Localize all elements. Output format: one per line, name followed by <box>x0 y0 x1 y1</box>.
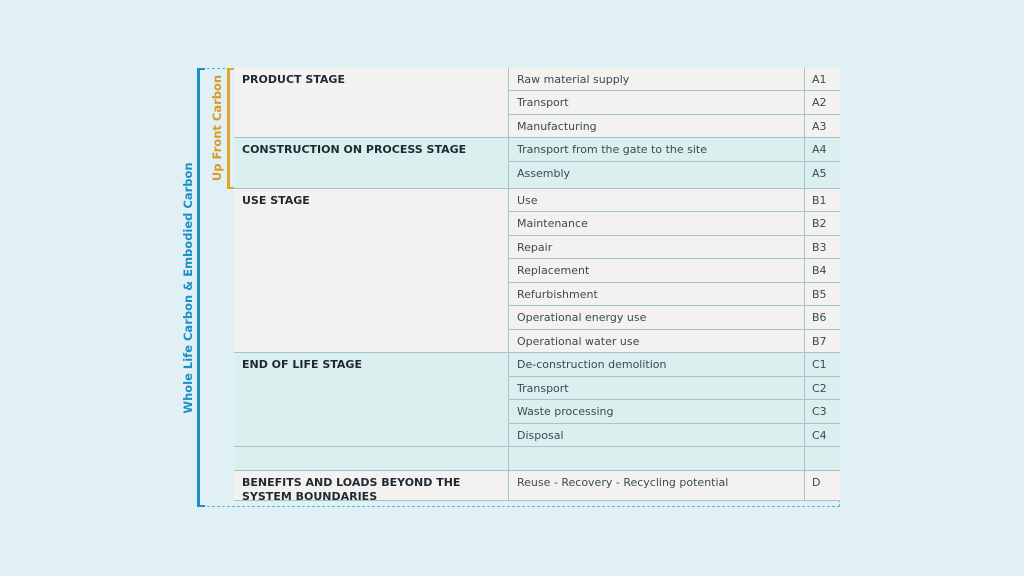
module-label: Replacement <box>509 259 805 283</box>
up-front-bracket-line <box>227 68 230 189</box>
module-code: C1 <box>805 353 840 377</box>
module-code: A1 <box>805 68 840 91</box>
stage-name: END OF LIFE STAGE <box>242 358 362 371</box>
module-label: Use <box>509 189 805 212</box>
stage-cell <box>234 447 509 471</box>
stage-cell <box>234 189 509 353</box>
module-label: Raw material supply <box>509 68 805 91</box>
module-code: B7 <box>805 330 840 353</box>
module-label: Transport <box>509 377 805 400</box>
module-code <box>805 447 840 471</box>
up-front-label: Up Front Carbon <box>210 74 224 182</box>
module-label: Operational water use <box>509 330 805 353</box>
module-label: Assembly <box>509 162 805 189</box>
stage-cell <box>234 138 509 189</box>
module-code: B6 <box>805 306 840 330</box>
module-code: B4 <box>805 259 840 283</box>
whole-life-label: Whole Life Carbon & Embodied Carbon <box>181 162 195 414</box>
stage-name: PRODUCT STAGE <box>242 73 345 86</box>
module-code: A4 <box>805 138 840 162</box>
module-label: Repair <box>509 236 805 259</box>
stage-cell <box>234 68 509 138</box>
module-label: Reuse - Recovery - Recycling potential <box>509 471 805 501</box>
whole-life-bracket-cap-bottom <box>197 505 205 507</box>
module-code: B1 <box>805 189 840 212</box>
module-label: Transport from the gate to the site <box>509 138 805 162</box>
module-code: D <box>805 471 840 501</box>
module-label: Waste processing <box>509 400 805 424</box>
module-label: Transport <box>509 91 805 115</box>
lifecycle-table <box>234 68 840 507</box>
stage-cell <box>234 471 509 501</box>
module-label: De-construction demolition <box>509 353 805 377</box>
module-code: A2 <box>805 91 840 115</box>
module-code: C2 <box>805 377 840 400</box>
module-label: Operational energy use <box>509 306 805 330</box>
module-code: B3 <box>805 236 840 259</box>
module-label: Disposal <box>509 424 805 447</box>
module-code: A5 <box>805 162 840 189</box>
stage-name: CONSTRUCTION ON PROCESS STAGE <box>242 143 467 156</box>
whole-life-bracket-line <box>197 68 200 507</box>
module-code: B5 <box>805 283 840 306</box>
module-label <box>509 447 805 471</box>
stage-name: USE STAGE <box>242 194 310 207</box>
stage-cell <box>234 353 509 447</box>
module-code: C3 <box>805 400 840 424</box>
module-code: B2 <box>805 212 840 236</box>
module-code: C4 <box>805 424 840 447</box>
whole-life-bracket-cap-top <box>197 68 205 70</box>
stage-name: BENEFITS AND LOADS BEYOND THE SYSTEM BOUNDARIES <box>242 476 461 503</box>
module-label: Maintenance <box>509 212 805 236</box>
module-label: Manufacturing <box>509 115 805 138</box>
module-code: A3 <box>805 115 840 138</box>
module-label: Refurbishment <box>509 283 805 306</box>
